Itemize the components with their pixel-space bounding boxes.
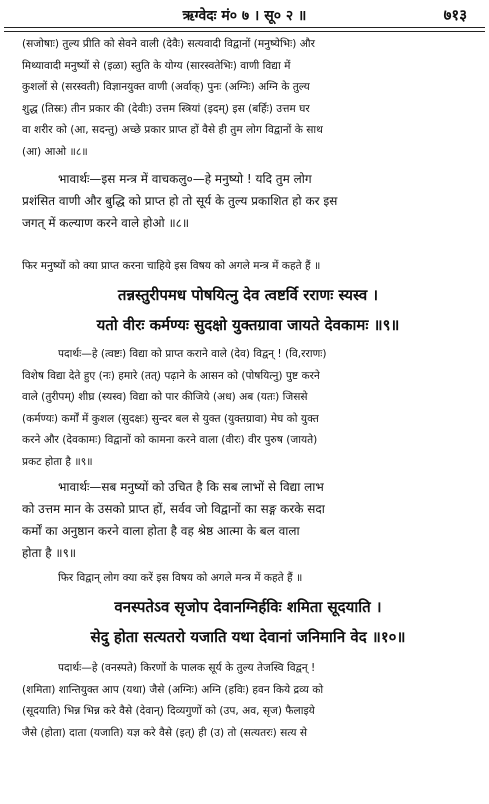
text-line: होता है ॥९॥	[22, 546, 77, 560]
text-line: वा शरीर को (आ, सदन्तु) अच्छे प्रकार प्राप्त हों वैसे ही तुम लोग विद्वानों के साथ	[22, 124, 323, 136]
bhavarth-paragraph-1	[22, 168, 474, 234]
text-line: जैसे (होता) दाता (यजाति) यज्ञ करे वैसे (इत्) ही (उ) तो (सत्यतरः) सत्य से	[22, 726, 308, 739]
text-line: कर्मों का अनुष्ठान करने वाला होता है वह श्रेष्ठ आत्मा के बल वाला	[22, 524, 300, 538]
mantra-line: सेदु होता सत्यतरो यजाति यथा देवानां जनिमानि वेद ॥१०॥	[90, 628, 406, 646]
text-line: (सजोषाः) तुल्य प्रीति को सेवने वाली (देवैः) सत्यवादी विद्वानों (मनुष्येभिः) और	[22, 38, 315, 50]
bhavarth-paragraph-2	[22, 476, 474, 564]
padarth-paragraph-2	[22, 344, 474, 473]
text-line: को उत्तम मान के उसको प्राप्त हों, सर्वव जो विद्वानों का सङ्ग करके सदा	[22, 502, 325, 516]
text-line: शुद्ध (तिस्रः) तीन प्रकार की (देवीः) उत्तम स्त्रियां (इदम्) इस (बर्हिः) उत्तम घर	[22, 102, 310, 115]
text-line: मिथ्यावादी मनुष्यों से (इळा) स्तुति के योग्य (सारस्वतेभिः) वाणी विद्या में	[22, 59, 291, 72]
text-line: पदार्थः—हे (त्वष्टः) विद्या को प्राप्त कराने वाले (देव) विद्वन् ! (वि,रराणः)	[58, 348, 327, 360]
mantra-verse-9	[22, 280, 474, 340]
text-line: फिर मनुष्यों को क्या प्राप्त करना चाहिये इस विषय को अगले मन्त्र में कहते हैं ॥	[22, 260, 321, 272]
text-line: भावार्थः—इस मन्त्र में वाचकलु०—हे मनुष्यो ! यदि तुम लोग	[58, 172, 312, 186]
mantra-line: वनस्पतेऽव सृजोप देवानग्निर्हविः शमिता सूदयाति ।	[114, 598, 382, 616]
padarth-paragraph-1	[22, 34, 474, 163]
padarth-paragraph-3	[22, 658, 474, 744]
header-rule	[4, 27, 485, 32]
text-line: (आ) आओ ॥८॥	[22, 145, 88, 158]
text-line: जगत् में कल्याण करने वाले होओ ॥८॥	[22, 216, 190, 230]
page-header	[0, 4, 489, 28]
text-line: फिर विद्वान् लोग क्या करें इस विषय को अगले मन्त्र में कहते हैं ॥	[58, 572, 303, 584]
text-line: करने और (देवकामः) विद्वानों को कामना करने वाला (वीरः) वीर पुरुष (जायते)	[22, 434, 318, 446]
text-line: भावार्थः—सब मनुष्यों को उचित है कि सब लाभों से विद्या लाभ	[58, 480, 324, 494]
mantra-line: यतो वीरः कर्मण्यः सुदक्षो युक्तग्रावा जायते देवकामः ॥९॥	[96, 316, 400, 334]
text-line: (सूदयाति) भिन्न भिन्न करे वैसे (देवान्) दिव्यगुणों को (उप, अव, सृज) फैलाइये	[22, 705, 315, 717]
text-line: वाले (तुरीपम्) शीघ्र (स्यस्व) विद्या को पार कीजिये (अध) अब (यतः) जिससे	[22, 391, 308, 403]
page-number: ७१३	[443, 6, 467, 24]
mantra-verse-10	[22, 592, 474, 652]
text-line: कुशलों से (सरस्वती) विज्ञानयुक्त वाणी (अर्वाक्) पुनः (अग्निः) अग्नि के तुल्य	[22, 81, 310, 93]
text-line: पदार्थः—हे (वनस्पते) किरणों के पालक सूर्य के तुल्य तेजस्वि विद्वन् !	[58, 662, 316, 674]
text-line: विशेष विद्या देते हुए (नः) हमारे (तत्) पढ़ाने के आसन को (पोषयित्नु) पुष्ट करने	[22, 369, 320, 382]
text-line: प्रशंसित वाणी और बुद्धि को प्राप्त हो तो सूर्य के तुल्य प्रकाशित हो कर इस	[22, 194, 338, 208]
question-line-2	[22, 568, 474, 590]
text-line: (शमिता) शान्तियुक्त आप (यथा) जैसे (अग्निः) अग्नि (हविः) हवन किये द्रव्य को	[22, 683, 324, 696]
text-line: प्रकट होता है ॥९॥	[22, 455, 93, 468]
running-title: ऋग्वेदः मं० ७ । सू० २ ॥	[182, 8, 307, 24]
question-line-1	[22, 256, 474, 278]
mantra-line: तन्नस्तुरीपमध पोषयित्नु देव त्वष्टर्वि रराणः स्यस्व ।	[117, 286, 379, 304]
text-line: (कर्मण्यः) कर्मों में कुशल (सुदक्षः) सुन्दर बल से युक्त (युक्तग्रावा) मेघ को युक्त	[22, 412, 319, 425]
